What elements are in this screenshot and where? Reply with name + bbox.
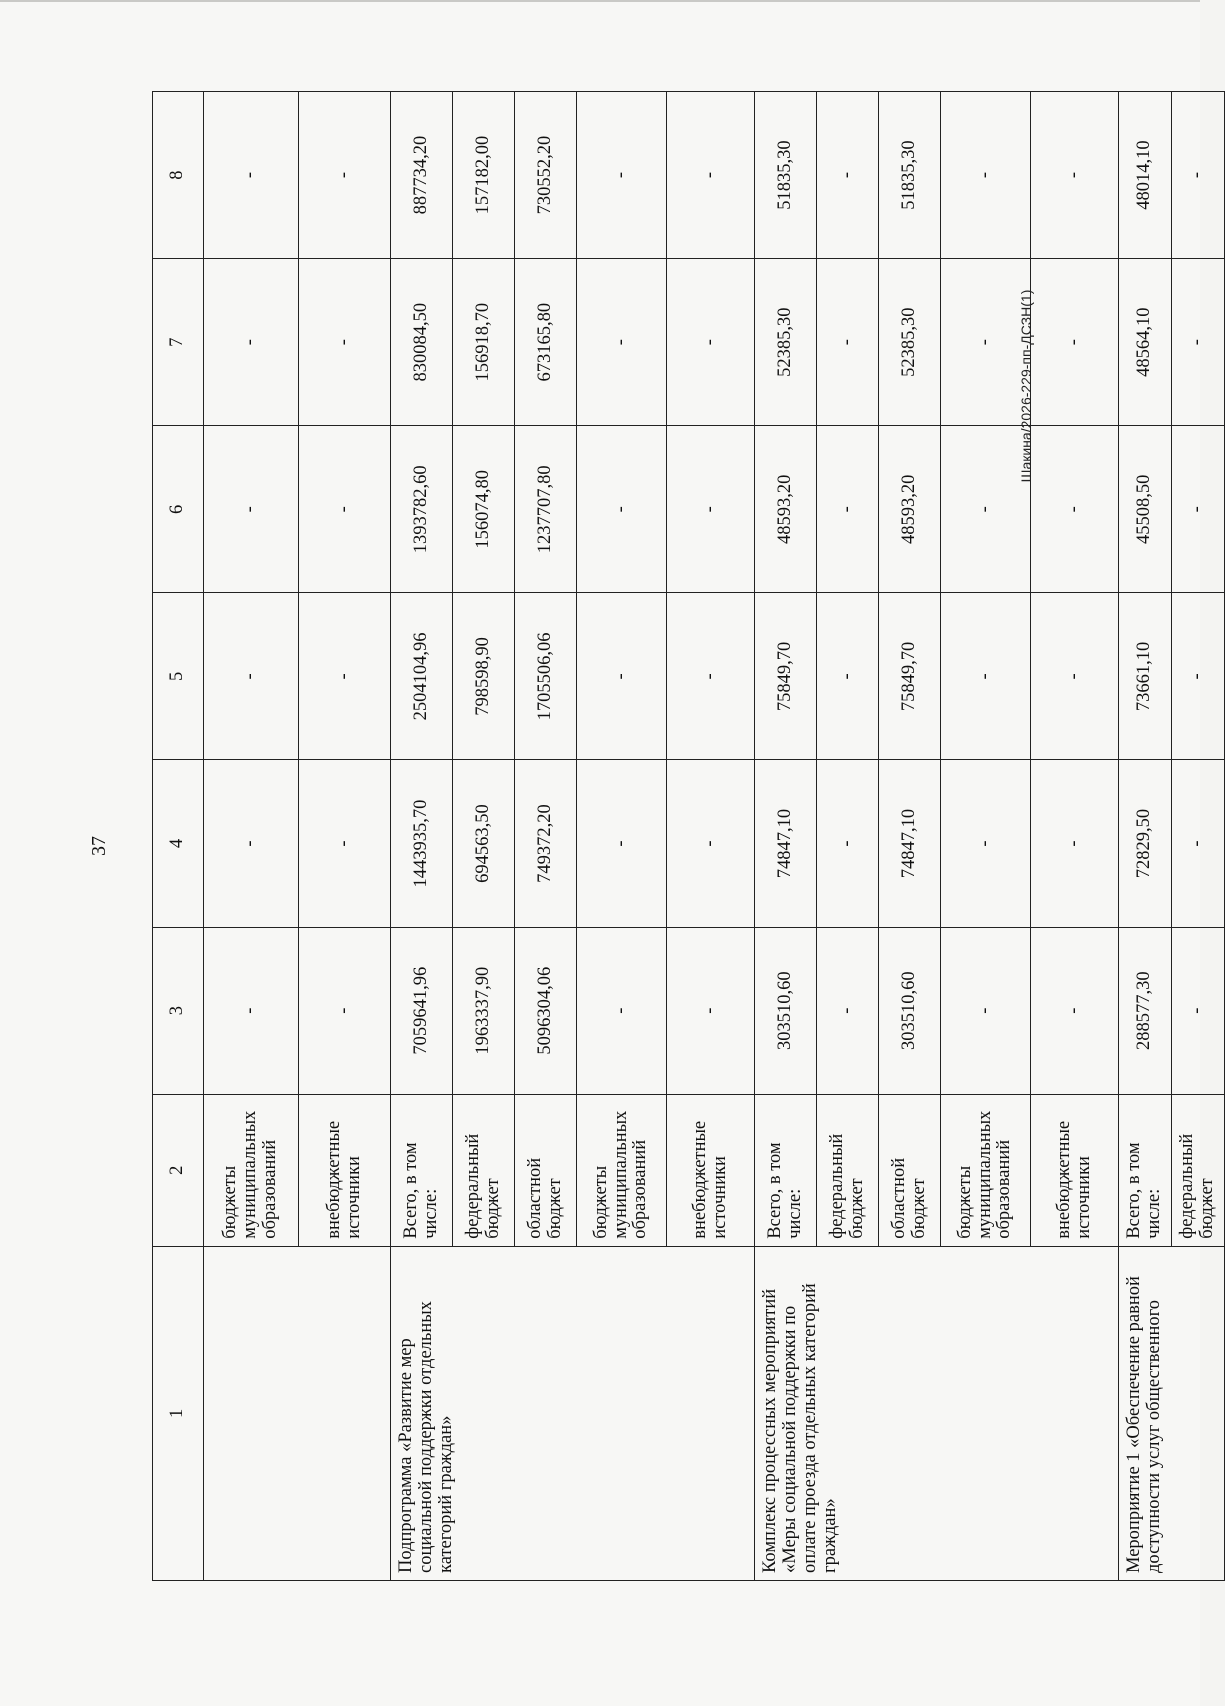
value-cell: 1237707,80 — [515, 426, 577, 593]
value-cell: - — [817, 927, 879, 1094]
value-cell: - — [817, 92, 879, 259]
value-cell: - — [1171, 927, 1224, 1094]
value-cell: 51835,30 — [755, 92, 817, 259]
value-cell: - — [1171, 426, 1224, 593]
header-cell: 7 — [153, 259, 204, 426]
value-cell: - — [1171, 760, 1224, 927]
budget-table-container — [152, 91, 1217, 1581]
value-cell: - — [667, 593, 755, 760]
value-cell: - — [577, 426, 667, 593]
value-cell: - — [667, 92, 755, 259]
funding-source-cell: федеральный бюджет — [1171, 1094, 1224, 1246]
program-name-cell: Мероприятие 1 «Обеспечение равной доступности услуг общественного — [1119, 1246, 1225, 1580]
funding-source-cell: внебюджетные источники — [1031, 1094, 1119, 1246]
funding-source-cell: бюджеты муниципальных образований — [204, 1094, 299, 1246]
funding-source-cell: федеральный бюджет — [817, 1094, 879, 1246]
funding-source-cell: Всего, в том числе: — [755, 1094, 817, 1246]
value-cell: 288577,30 — [1119, 927, 1172, 1094]
value-cell: - — [299, 760, 391, 927]
value-cell: 48593,20 — [879, 426, 941, 593]
header-cell: 2 — [153, 1094, 204, 1246]
funding-source-cell: федеральный бюджет — [453, 1094, 515, 1246]
table-header-row — [153, 92, 204, 1581]
value-cell: 303510,60 — [879, 927, 941, 1094]
value-cell: - — [817, 760, 879, 927]
header-cell: 5 — [153, 593, 204, 760]
value-cell: - — [299, 92, 391, 259]
value-cell: 156074,80 — [453, 426, 515, 593]
header-cell: 3 — [153, 927, 204, 1094]
value-cell: - — [1171, 259, 1224, 426]
value-cell: 73661,10 — [1119, 593, 1172, 760]
table-row — [391, 92, 453, 1581]
value-cell: 75849,70 — [755, 593, 817, 760]
funding-source-cell: бюджеты муниципальных образований — [941, 1094, 1031, 1246]
page-number: 37 — [88, 836, 110, 856]
value-cell: - — [817, 259, 879, 426]
value-cell: 2504104,96 — [391, 593, 453, 760]
value-cell: 45508,50 — [1119, 426, 1172, 593]
value-cell: 1705506,06 — [515, 593, 577, 760]
value-cell: 887734,20 — [391, 92, 453, 259]
value-cell: 48014,10 — [1119, 92, 1172, 259]
value-cell: - — [1031, 259, 1119, 426]
value-cell: - — [204, 92, 299, 259]
program-name-cell — [204, 1246, 391, 1580]
value-cell: 1963337,90 — [453, 927, 515, 1094]
value-cell: 51835,30 — [879, 92, 941, 259]
value-cell: - — [577, 927, 667, 1094]
funding-source-cell: областной бюджет — [879, 1094, 941, 1246]
table-row — [755, 92, 817, 1581]
value-cell: 74847,10 — [755, 760, 817, 927]
value-cell: - — [299, 426, 391, 593]
value-cell: - — [941, 426, 1031, 593]
value-cell: - — [667, 426, 755, 593]
value-cell: 798598,90 — [453, 593, 515, 760]
value-cell: 52385,30 — [755, 259, 817, 426]
value-cell: 730552,20 — [515, 92, 577, 259]
value-cell: - — [1031, 426, 1119, 593]
scan-edge — [0, 0, 1200, 2]
value-cell: - — [577, 92, 667, 259]
value-cell: - — [941, 593, 1031, 760]
value-cell: 1393782,60 — [391, 426, 453, 593]
value-cell: - — [1171, 593, 1224, 760]
value-cell: - — [1031, 760, 1119, 927]
value-cell: - — [1031, 927, 1119, 1094]
rotated-table-frame — [152, 91, 1217, 1581]
value-cell: - — [204, 760, 299, 927]
value-cell: 5096304,06 — [515, 927, 577, 1094]
funding-source-cell: областной бюджет — [515, 1094, 577, 1246]
program-name-cell: Комплекс процессных мероприятий «Меры социальной поддержки по оплате проезда отдельных категорий граждан» — [755, 1246, 1119, 1580]
value-cell: - — [941, 92, 1031, 259]
header-cell: 8 — [153, 92, 204, 259]
value-cell: 749372,20 — [515, 760, 577, 927]
header-cell: 6 — [153, 426, 204, 593]
value-cell: - — [667, 760, 755, 927]
value-cell: - — [817, 593, 879, 760]
table-row — [204, 92, 299, 1581]
document-reference: Шакина/2026-229-пп-ДСЗН(1) — [1018, 289, 1034, 483]
value-cell: 48564,10 — [1119, 259, 1172, 426]
value-cell: - — [1031, 593, 1119, 760]
value-cell: - — [1171, 92, 1224, 259]
value-cell: 157182,00 — [453, 92, 515, 259]
value-cell: - — [667, 259, 755, 426]
funding-source-cell: бюджеты муниципальных образований — [577, 1094, 667, 1246]
value-cell: 303510,60 — [755, 927, 817, 1094]
funding-source-cell: внебюджетные источники — [299, 1094, 391, 1246]
value-cell: 48593,20 — [755, 426, 817, 593]
value-cell: - — [577, 593, 667, 760]
table-row — [1119, 92, 1172, 1581]
value-cell: - — [204, 593, 299, 760]
value-cell: - — [1031, 92, 1119, 259]
value-cell: - — [941, 259, 1031, 426]
value-cell: 72829,50 — [1119, 760, 1172, 927]
value-cell: - — [204, 259, 299, 426]
value-cell: - — [577, 760, 667, 927]
value-cell: - — [299, 593, 391, 760]
value-cell: 830084,50 — [391, 259, 453, 426]
value-cell: - — [204, 927, 299, 1094]
value-cell: - — [299, 927, 391, 1094]
value-cell: 694563,50 — [453, 760, 515, 927]
value-cell: - — [204, 426, 299, 593]
value-cell: - — [941, 760, 1031, 927]
value-cell: 74847,10 — [879, 760, 941, 927]
value-cell: 75849,70 — [879, 593, 941, 760]
value-cell: 7059641,96 — [391, 927, 453, 1094]
header-cell: 4 — [153, 760, 204, 927]
funding-source-cell: Всего, в том числе: — [391, 1094, 453, 1246]
value-cell: 52385,30 — [879, 259, 941, 426]
value-cell: 673165,80 — [515, 259, 577, 426]
program-name-cell: Подпрограмма «Развитие мер социальной поддержки отдельных категорий граждан» — [391, 1246, 755, 1580]
funding-source-cell: Всего, в том числе: — [1119, 1094, 1172, 1246]
funding-source-cell: внебюджетные источники — [667, 1094, 755, 1246]
value-cell: 156918,70 — [453, 259, 515, 426]
budget-table — [152, 91, 1225, 1581]
value-cell: - — [299, 259, 391, 426]
value-cell: - — [577, 259, 667, 426]
value-cell: - — [941, 927, 1031, 1094]
value-cell: 1443935,70 — [391, 760, 453, 927]
header-cell: 1 — [153, 1246, 204, 1580]
value-cell: - — [667, 927, 755, 1094]
value-cell: - — [817, 426, 879, 593]
